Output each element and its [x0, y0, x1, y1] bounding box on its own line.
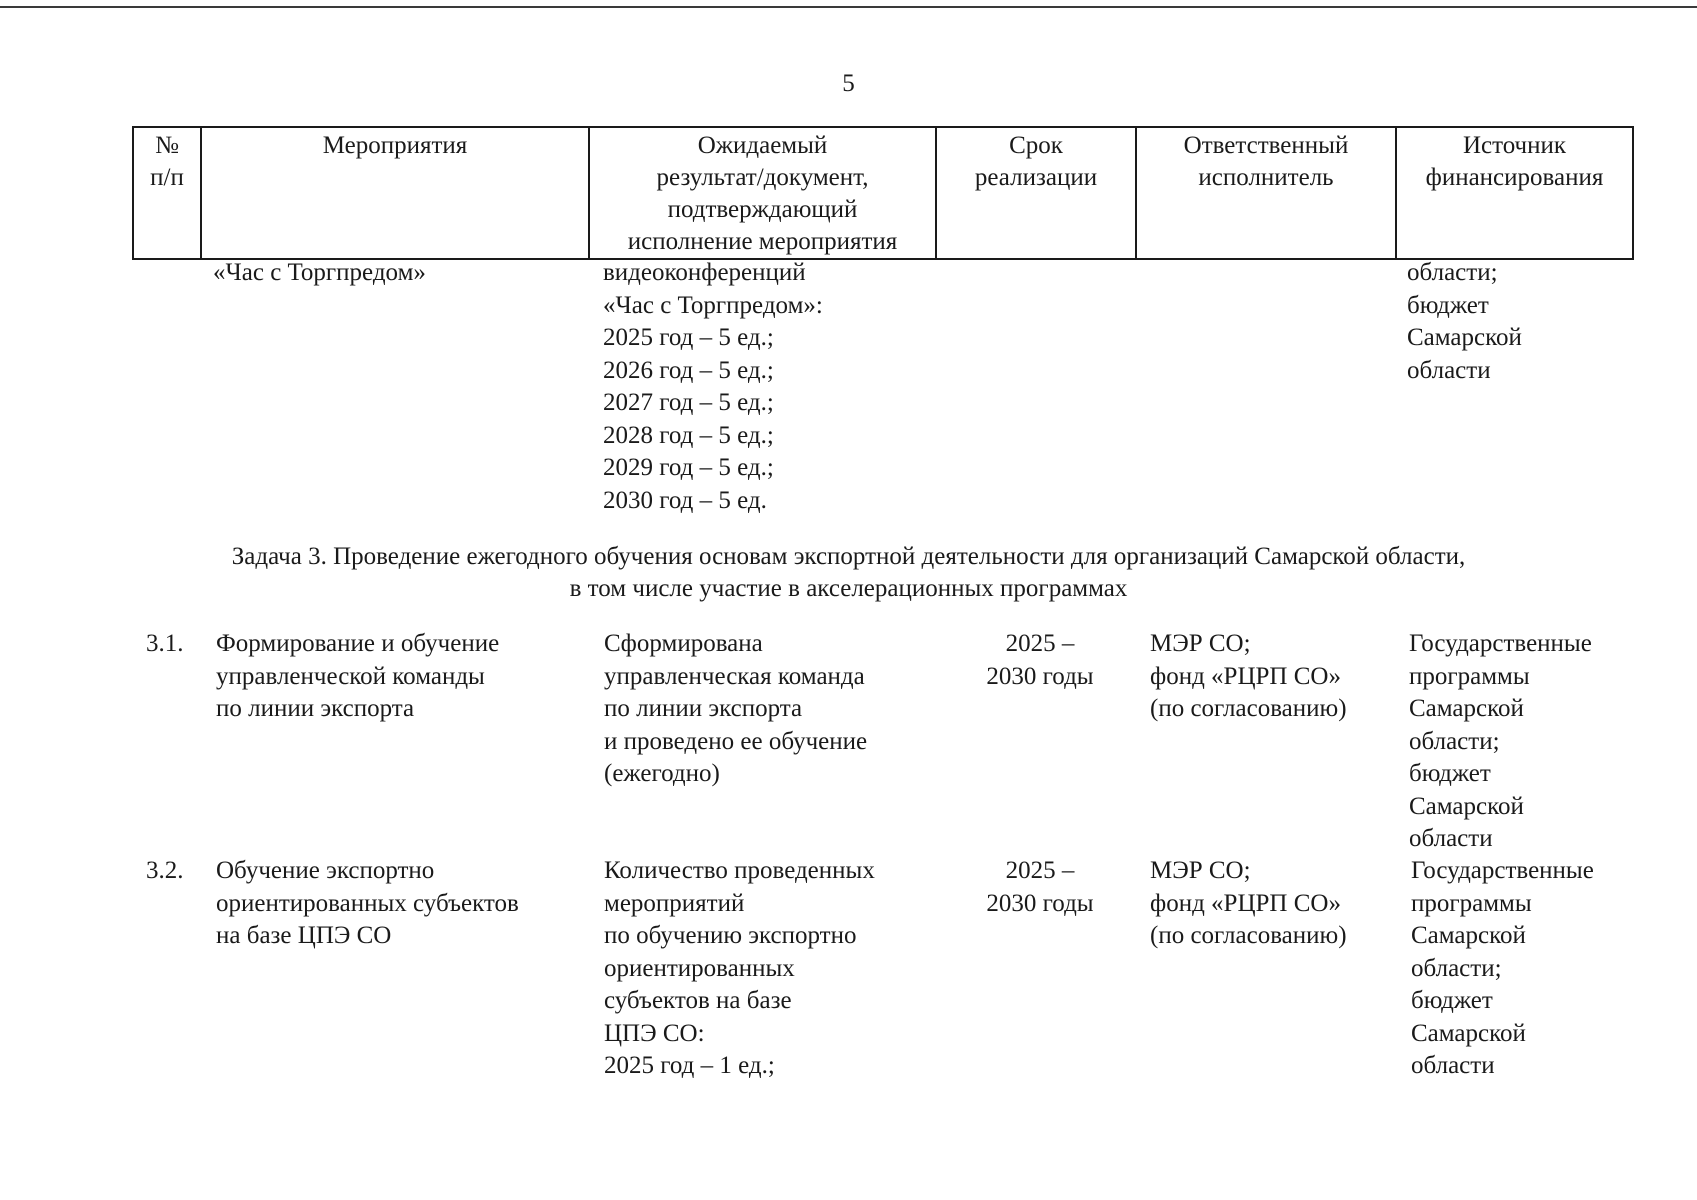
row-source: Государственные программы Самарской области; бюджет Самарской области [1411, 857, 1594, 1079]
page-number: 5 [842, 70, 855, 97]
row-event: Формирование и обучение управленческой команды по линии экспорта [216, 630, 500, 722]
continuation-source: области; бюджет Самарской области [1407, 259, 1522, 384]
row-term: 2025 – 2030 годы [986, 857, 1094, 917]
header-col-result: Ожидаемый результат/документ, подтверждающий исполнение мероприятия [589, 127, 936, 259]
task-heading: Задача 3. Проведение ежегодного обучения основам экспортной деятельности для организаций Самарской области, в том числе участие в акселерационных программах [231, 543, 1466, 602]
header-col-number: № п/п [133, 127, 201, 259]
header-col-executor: Ответственный исполнитель [1136, 127, 1396, 259]
row-source: Государственные программы Самарской области; бюджет Самарской области [1409, 630, 1592, 852]
header-col-term: Срок реализации [936, 127, 1136, 259]
scan-edge-line [0, 6, 1697, 8]
row-result: Сформирована управленческая команда по линии экспорта и проведено ее обучение (ежегодно) [604, 630, 868, 787]
continuation-event: «Час с Торгпредом» [213, 259, 426, 286]
row-number: 3.1. [146, 630, 184, 657]
row-event: Обучение экспортно ориентированных субъектов на базе ЦПЭ СО [216, 857, 519, 949]
row-executor: МЭР СО; фонд «РЦРП СО» (по согласованию) [1150, 630, 1347, 722]
row-result: Количество проведенных мероприятий по обучению экспортно ориентированных субъектов на базе ЦПЭ СО: 2025 год – 1 ед.; [604, 857, 875, 1079]
table-header [132, 126, 1634, 260]
row-number: 3.2. [146, 857, 184, 884]
row-executor: МЭР СО; фонд «РЦРП СО» (по согласованию) [1150, 857, 1347, 949]
continuation-result: видеоконференций «Час с Торгпредом»: 2025 год – 5 ед.; 2026 год – 5 ед.; 2027 год – 5 ед.; 2028 год – 5 ед.; 2029 год – 5 ед.; 2030 год – 5 ед. [603, 259, 823, 514]
header-col-events: Мероприятия [201, 127, 589, 259]
row-term: 2025 – 2030 годы [986, 630, 1094, 690]
header-col-source: Источник финансирования [1396, 127, 1633, 259]
